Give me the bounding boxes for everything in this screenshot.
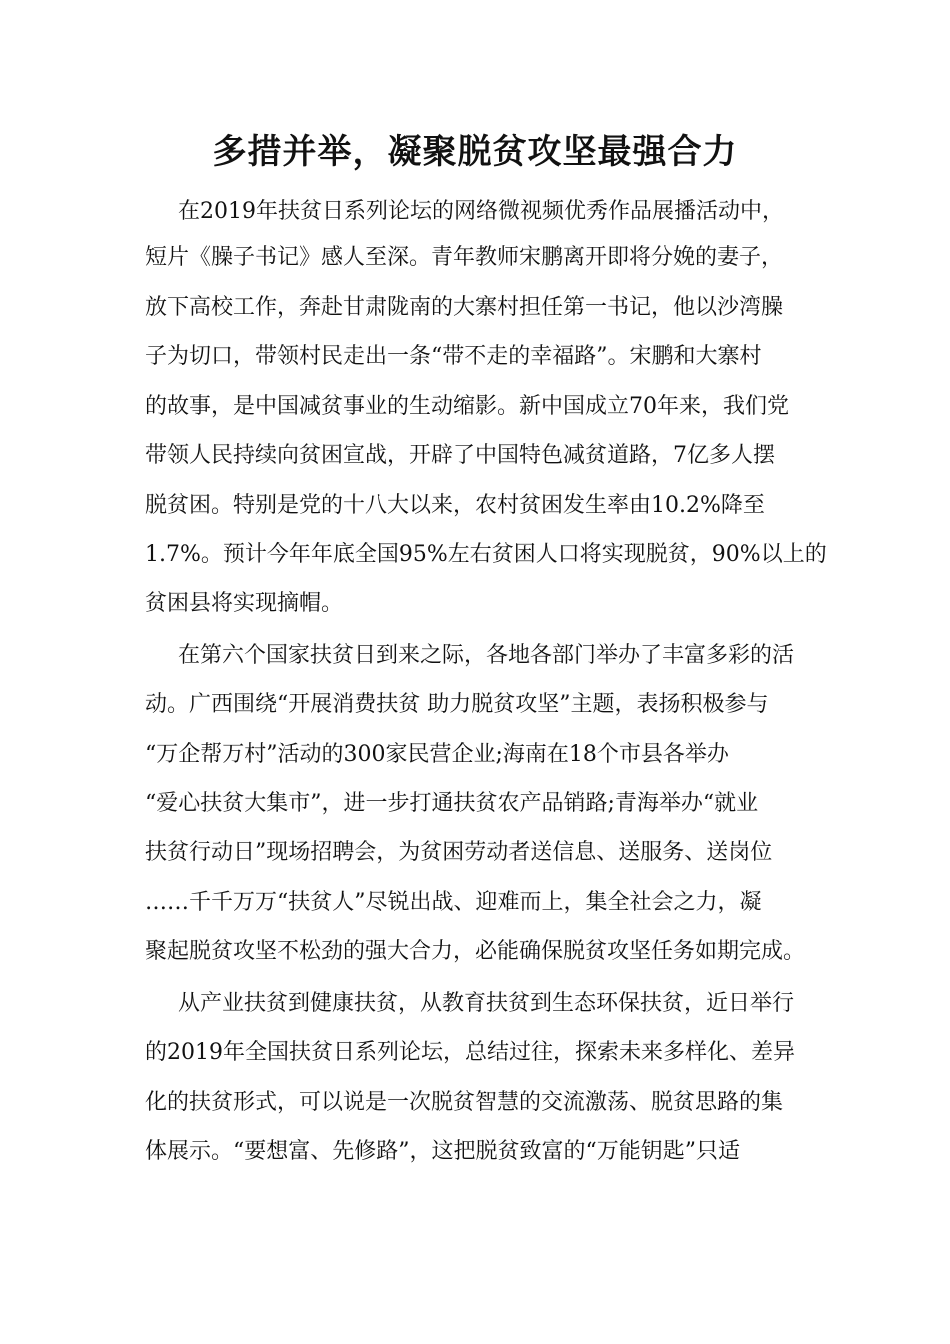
paragraph-line: 从产业扶贫到健康扶贫，从教育扶贫到生态环保扶贫，近日举行 xyxy=(178,991,795,1016)
paragraph-line: “爱心扶贫大集市”，进一步打通扶贫农产品销路;青海举办“就业 xyxy=(145,791,759,816)
paragraph-line: 聚起脱贫攻坚不松劲的强大合力，必能确保脱贫攻坚任务如期完成。 xyxy=(145,939,806,964)
paragraph-line: 的2019年全国扶贫日系列论坛，总结过往，探索未来多样化、差异 xyxy=(145,1040,795,1065)
paragraph-line: 带领人民持续向贫困宣战，开辟了中国特色减贫道路，7亿多人摆 xyxy=(145,443,775,468)
paragraph-line: 短片《臊子书记》感人至深。青年教师宋鹏离开即将分娩的妻子， xyxy=(145,245,784,270)
paragraph-line: 1.7%。预计今年年底全国95%左右贫困人口将实现脱贫，90%以上的 xyxy=(145,542,827,567)
paragraph-line: 脱贫困。特别是党的十八大以来，农村贫困发生率由10.2%降至 xyxy=(145,493,765,518)
paragraph-line: 的故事，是中国减贫事业的生动缩影。新中国成立70年来，我们党 xyxy=(145,394,789,419)
document-title: 多措并举，凝聚脱贫攻坚最强合力 xyxy=(212,132,738,172)
paragraph-line: 在2019年扶贫日系列论坛的网络微视频优秀作品展播活动中， xyxy=(178,199,784,224)
paragraph-line: 动。广西围绕“开展消费扶贫 助力脱贫攻坚”主题，表扬积极参与 xyxy=(145,692,769,717)
paragraph-line: 在第六个国家扶贫日到来之际，各地各部门举办了丰富多彩的活 xyxy=(178,643,795,668)
paragraph-line: 化的扶贫形式，可以说是一次脱贫智慧的交流激荡、脱贫思路的集 xyxy=(145,1090,784,1115)
paragraph-line: 体展示。“要想富、先修路”，这把脱贫致富的“万能钥匙”只适 xyxy=(145,1139,740,1164)
paragraph-line: 放下高校工作，奔赴甘肃陇南的大寨村担任第一书记，他以沙湾臊 xyxy=(145,295,784,320)
paragraph-line: 贫困县将实现摘帽。 xyxy=(145,591,344,616)
paragraph-line: 扶贫行动日”现场招聘会，为贫困劳动者送信息、送服务、送岗位 xyxy=(145,840,773,865)
paragraph-line: “万企帮万村”活动的300家民营企业;海南在18个市县各举办 xyxy=(145,742,729,767)
paragraph-line: ……千千万万“扶贫人”尽锐出战、迎难而上，集全社会之力，凝 xyxy=(145,890,762,915)
paragraph-line: 子为切口，带领村民走出一条“带不走的幸福路”。宋鹏和大寨村 xyxy=(145,344,762,369)
